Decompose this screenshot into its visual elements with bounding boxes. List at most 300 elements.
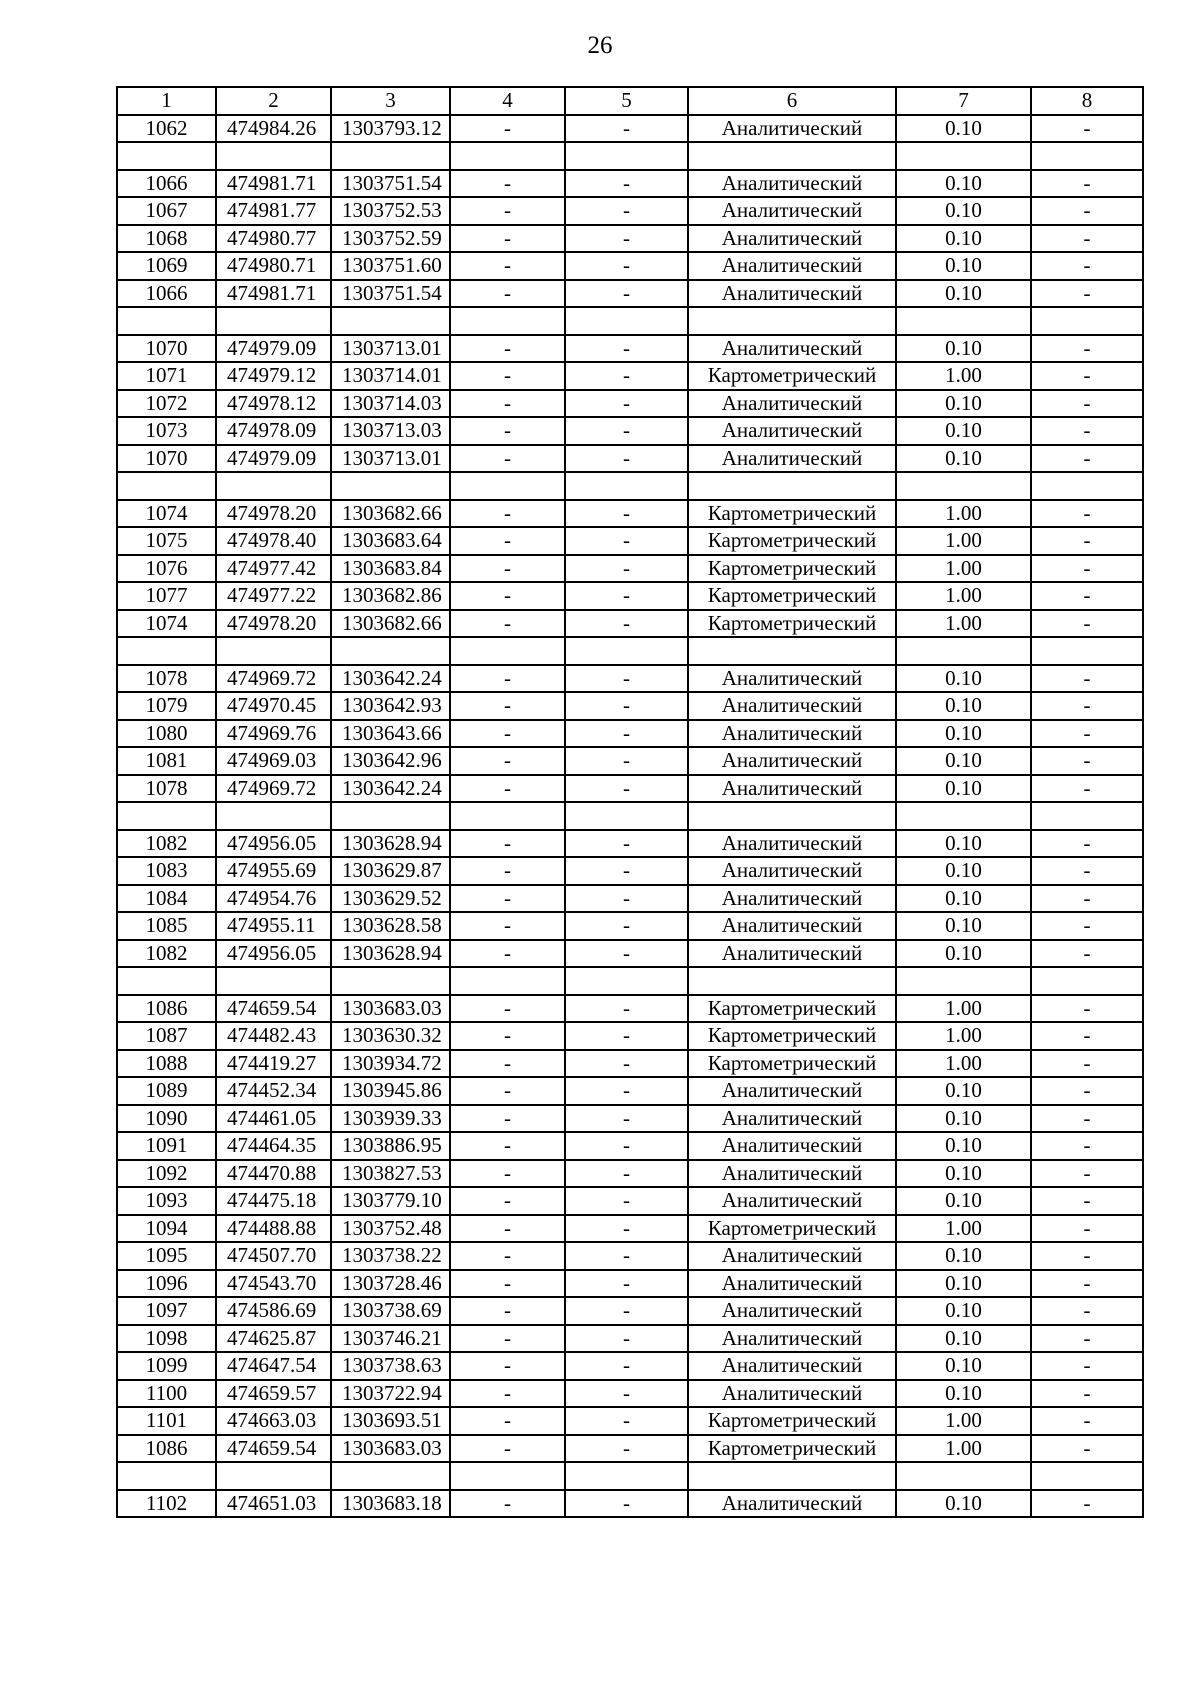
table-cell: 474979.12 [216,362,331,390]
table-row [117,280,1143,308]
table-row [117,1242,1143,1270]
table-cell: - [565,335,688,363]
table-cell [216,802,331,830]
table-cell: - [450,417,565,445]
table-cell: 1303713.03 [331,417,450,445]
column-header: 6 [688,87,896,115]
table-cell: 0.10 [896,1105,1031,1133]
table-cell: Аналитический [688,940,896,968]
table-cell: Аналитический [688,417,896,445]
table-cell: 1074 [117,610,216,638]
table-cell: 1.00 [896,995,1031,1023]
table-cell: - [450,1352,565,1380]
table-cell: 1076 [117,555,216,583]
table-cell [331,967,450,995]
table-cell: 1087 [117,1022,216,1050]
table-cell: 0.10 [896,1160,1031,1188]
table-cell: 1070 [117,335,216,363]
table-cell: - [1031,665,1143,693]
table-cell: - [565,912,688,940]
table-cell: 0.10 [896,885,1031,913]
table-cell: - [565,1325,688,1353]
table-cell: - [450,1050,565,1078]
table-cell: 474955.69 [216,857,331,885]
table-cell: 474979.09 [216,445,331,473]
table-cell: 1089 [117,1077,216,1105]
table-cell: - [450,500,565,528]
table-row [117,857,1143,885]
column-header: 1 [117,87,216,115]
table-cell: 0.10 [896,1297,1031,1325]
table-cell: 1086 [117,1435,216,1463]
table-cell: 474461.05 [216,1105,331,1133]
table-row [117,225,1143,253]
table-cell: 0.10 [896,747,1031,775]
table-cell: - [565,1407,688,1435]
table-cell: Аналитический [688,1132,896,1160]
table-row [117,967,1143,995]
table-cell: 1303628.94 [331,940,450,968]
table-cell: - [1031,445,1143,473]
table-cell: Аналитический [688,115,896,143]
page-number: 26 [587,32,613,59]
column-header: 8 [1031,87,1143,115]
table-cell [565,142,688,170]
table-cell: 474969.03 [216,747,331,775]
table-row [117,912,1143,940]
table-cell: - [1031,417,1143,445]
table-cell: 474979.09 [216,335,331,363]
table-cell: Аналитический [688,1187,896,1215]
table-cell: - [565,1077,688,1105]
table-cell: - [450,885,565,913]
table-cell: 1062 [117,115,216,143]
table-cell: 1303628.94 [331,830,450,858]
table-cell: 0.10 [896,445,1031,473]
table-cell: Аналитический [688,885,896,913]
table-cell: Картометрический [688,1022,896,1050]
table-cell: - [565,885,688,913]
table-cell: 1303713.01 [331,445,450,473]
table-cell: 1095 [117,1242,216,1270]
table-cell: 0.10 [896,940,1031,968]
table-cell: - [1031,1352,1143,1380]
table-cell [450,472,565,500]
table-row [117,637,1143,665]
table-cell: - [450,197,565,225]
table-cell: - [450,1407,565,1435]
table-cell: - [450,995,565,1023]
table-cell [565,307,688,335]
table-cell: - [1031,857,1143,885]
table-cell: 474980.71 [216,252,331,280]
table-cell: 474956.05 [216,940,331,968]
table-cell: 1303628.58 [331,912,450,940]
table-cell: 474978.20 [216,500,331,528]
table-cell: - [565,1270,688,1298]
table-cell: 1303752.53 [331,197,450,225]
table-cell: - [450,252,565,280]
table-row [117,1215,1143,1243]
table-cell: - [1031,555,1143,583]
table-row [117,830,1143,858]
table-cell [450,1462,565,1490]
table-row [117,665,1143,693]
table-cell: 1082 [117,830,216,858]
table-cell: Аналитический [688,1352,896,1380]
table-cell [896,637,1031,665]
table-cell: - [1031,692,1143,720]
table-cell: - [450,912,565,940]
table-cell: 1100 [117,1380,216,1408]
table-cell: 0.10 [896,115,1031,143]
table-cell: - [565,170,688,198]
table-cell: - [1031,390,1143,418]
table-cell: - [1031,1242,1143,1270]
table-cell: - [565,1435,688,1463]
table-cell: - [1031,1407,1143,1435]
table-cell: 0.10 [896,857,1031,885]
table-cell: 1303642.24 [331,775,450,803]
table-cell: - [1031,527,1143,555]
table-cell: Картометрический [688,527,896,555]
table-row [117,500,1143,528]
table-cell: 1303752.59 [331,225,450,253]
table-cell: 1097 [117,1297,216,1325]
table-row [117,747,1143,775]
table-cell: 1303643.66 [331,720,450,748]
table-cell: - [1031,1297,1143,1325]
table-cell: 474980.77 [216,225,331,253]
table-cell: 1086 [117,995,216,1023]
table-cell: Аналитический [688,1490,896,1518]
table-cell: 474647.54 [216,1352,331,1380]
table-cell [450,802,565,830]
table-cell: 474970.45 [216,692,331,720]
table-cell: Аналитический [688,252,896,280]
table-cell: - [565,280,688,308]
table-cell: - [1031,335,1143,363]
table-cell [331,637,450,665]
table-cell: 0.10 [896,225,1031,253]
table-cell: - [450,940,565,968]
table-cell [216,472,331,500]
table-cell: Аналитический [688,225,896,253]
table-row [117,940,1143,968]
table-cell: 1303751.60 [331,252,450,280]
table-cell: Аналитический [688,197,896,225]
table-cell: - [450,390,565,418]
table-row [117,1380,1143,1408]
table-row [117,142,1143,170]
table-cell: - [1031,775,1143,803]
table-cell: - [1031,252,1143,280]
table-cell [1031,472,1143,500]
table-cell: Аналитический [688,280,896,308]
table-cell: 0.10 [896,1380,1031,1408]
table-body [117,115,1143,1518]
table-cell [117,1462,216,1490]
table-cell: - [565,1242,688,1270]
table-row [117,1352,1143,1380]
table-cell: 1303714.03 [331,390,450,418]
table-row [117,1022,1143,1050]
table-cell: - [1031,225,1143,253]
table-cell: - [1031,197,1143,225]
table-cell: - [1031,1215,1143,1243]
table-cell [896,802,1031,830]
table-cell: Аналитический [688,170,896,198]
table-cell: 1.00 [896,1435,1031,1463]
table-cell [331,802,450,830]
table-cell: - [1031,885,1143,913]
table-cell: - [565,1297,688,1325]
table-cell: 1081 [117,747,216,775]
table-cell: - [565,417,688,445]
table-cell: 474984.26 [216,115,331,143]
column-header: 2 [216,87,331,115]
table-cell [565,637,688,665]
table-cell: 474452.34 [216,1077,331,1105]
table-row [117,417,1143,445]
table-cell: - [450,1105,565,1133]
table-cell: - [565,1132,688,1160]
table-cell: - [1031,115,1143,143]
table-cell [117,802,216,830]
table-cell: 1101 [117,1407,216,1435]
table-cell [1031,307,1143,335]
table-cell [216,967,331,995]
table-cell: - [450,225,565,253]
table-cell: 1303793.12 [331,115,450,143]
table-cell: 0.10 [896,912,1031,940]
table-cell: 1303642.96 [331,747,450,775]
table-cell: 474978.20 [216,610,331,638]
table-cell: - [450,582,565,610]
table-cell: - [565,555,688,583]
table-cell: - [450,1435,565,1463]
table-cell: 1303693.51 [331,1407,450,1435]
table-row [117,390,1143,418]
table-cell: - [450,362,565,390]
table-cell: - [1031,362,1143,390]
table-cell: 1085 [117,912,216,940]
table-cell: - [1031,940,1143,968]
table-cell: - [1031,170,1143,198]
table-cell: 1303746.21 [331,1325,450,1353]
table-cell: 1303714.01 [331,362,450,390]
table-row [117,720,1143,748]
table-cell: Аналитический [688,830,896,858]
table-row [117,1297,1143,1325]
table-cell: 0.10 [896,417,1031,445]
table-cell: 1066 [117,170,216,198]
table-cell: - [565,1105,688,1133]
table-cell: 1073 [117,417,216,445]
table-cell: - [450,1490,565,1518]
table-cell: 474659.54 [216,995,331,1023]
table-cell: 474475.18 [216,1187,331,1215]
table-cell: 1303945.86 [331,1077,450,1105]
table-cell: 1082 [117,940,216,968]
table-cell [688,802,896,830]
table-cell: 474543.70 [216,1270,331,1298]
table-cell: - [1031,1187,1143,1215]
table-cell: - [450,1132,565,1160]
table-cell: 1094 [117,1215,216,1243]
table-cell: 1077 [117,582,216,610]
table-cell: - [565,830,688,858]
table-cell [216,142,331,170]
table-cell: 1303751.54 [331,280,450,308]
table-cell: 474956.05 [216,830,331,858]
table-row [117,1435,1143,1463]
table-row [117,775,1143,803]
table-cell: 0.10 [896,665,1031,693]
table-cell [565,1462,688,1490]
table-cell: - [565,1215,688,1243]
column-header: 4 [450,87,565,115]
table-cell [331,142,450,170]
table-cell: Картометрический [688,1435,896,1463]
table-cell [117,142,216,170]
table-cell: - [565,1050,688,1078]
table-row [117,1105,1143,1133]
table-cell: - [450,775,565,803]
table-cell: 474969.72 [216,665,331,693]
table-cell: 0.10 [896,1077,1031,1105]
table-cell [117,967,216,995]
table-cell: - [565,115,688,143]
table-cell: 474659.57 [216,1380,331,1408]
table-cell: 0.10 [896,280,1031,308]
table-cell: 1.00 [896,362,1031,390]
table-cell: 1303779.10 [331,1187,450,1215]
table-cell: - [1031,1270,1143,1298]
table-cell [450,307,565,335]
table-row [117,1160,1143,1188]
table-cell: Аналитический [688,857,896,885]
table-cell [688,142,896,170]
table-cell: - [1031,830,1143,858]
table-cell: 474464.35 [216,1132,331,1160]
table-cell: - [565,252,688,280]
table-cell [1031,967,1143,995]
table-row [117,197,1143,225]
table-cell: 0.10 [896,1490,1031,1518]
table-cell: 474955.11 [216,912,331,940]
table-cell: 474625.87 [216,1325,331,1353]
table-cell [117,307,216,335]
table-cell: Аналитический [688,1077,896,1105]
table-cell: - [1031,582,1143,610]
table-cell [450,967,565,995]
table-cell: 0.10 [896,1270,1031,1298]
table-cell: 474981.71 [216,280,331,308]
table-cell: 1074 [117,500,216,528]
table-cell: 1091 [117,1132,216,1160]
table-cell: 1303683.84 [331,555,450,583]
table-cell: 1303713.01 [331,335,450,363]
table-cell: 1075 [117,527,216,555]
table-row [117,252,1143,280]
table-cell [688,967,896,995]
table-cell: Аналитический [688,720,896,748]
table-cell: 474969.72 [216,775,331,803]
table-cell: 1.00 [896,1050,1031,1078]
table-cell: 474663.03 [216,1407,331,1435]
table-cell: - [565,390,688,418]
table-cell: 474981.77 [216,197,331,225]
table-row [117,995,1143,1023]
table-cell: 474978.40 [216,527,331,555]
table-cell: 1092 [117,1160,216,1188]
table-cell [450,142,565,170]
table-row [117,1270,1143,1298]
table-cell [896,1462,1031,1490]
table-cell: - [565,225,688,253]
table-row [117,1132,1143,1160]
table-cell: 1303630.32 [331,1022,450,1050]
table-cell: - [565,775,688,803]
table-cell [896,967,1031,995]
table-cell [1031,1462,1143,1490]
table-cell: 0.10 [896,830,1031,858]
table-cell: - [565,995,688,1023]
table-cell: 474419.27 [216,1050,331,1078]
table-cell: - [450,445,565,473]
table-row [117,1325,1143,1353]
table-cell: - [565,1380,688,1408]
table-cell: - [450,335,565,363]
table-cell: 1078 [117,665,216,693]
table-cell: Аналитический [688,775,896,803]
table-cell: Аналитический [688,665,896,693]
table-cell: 1303751.54 [331,170,450,198]
table-row [117,802,1143,830]
table-cell [216,1462,331,1490]
table-cell: - [1031,280,1143,308]
table-cell: 0.10 [896,335,1031,363]
table-cell: Аналитический [688,692,896,720]
table-cell: - [450,1242,565,1270]
table-cell: - [450,1077,565,1105]
table-cell: - [450,1022,565,1050]
table-cell: - [1031,747,1143,775]
table-cell: - [1031,720,1143,748]
table-cell [565,472,688,500]
table-cell: 1083 [117,857,216,885]
table-cell: Аналитический [688,1380,896,1408]
table-row [117,170,1143,198]
table-row [117,1077,1143,1105]
table-cell: 0.10 [896,692,1031,720]
table-cell: Аналитический [688,1325,896,1353]
table-cell [1031,802,1143,830]
table-cell: 1088 [117,1050,216,1078]
table-row [117,610,1143,638]
table-cell [117,472,216,500]
table-cell: - [565,1490,688,1518]
table-cell: 474482.43 [216,1022,331,1050]
table-cell: 1303683.03 [331,1435,450,1463]
table-row [117,445,1143,473]
table-cell: - [450,610,565,638]
table-cell: - [450,1297,565,1325]
table-cell: - [565,1022,688,1050]
table-cell: - [450,665,565,693]
table-cell: 1.00 [896,500,1031,528]
